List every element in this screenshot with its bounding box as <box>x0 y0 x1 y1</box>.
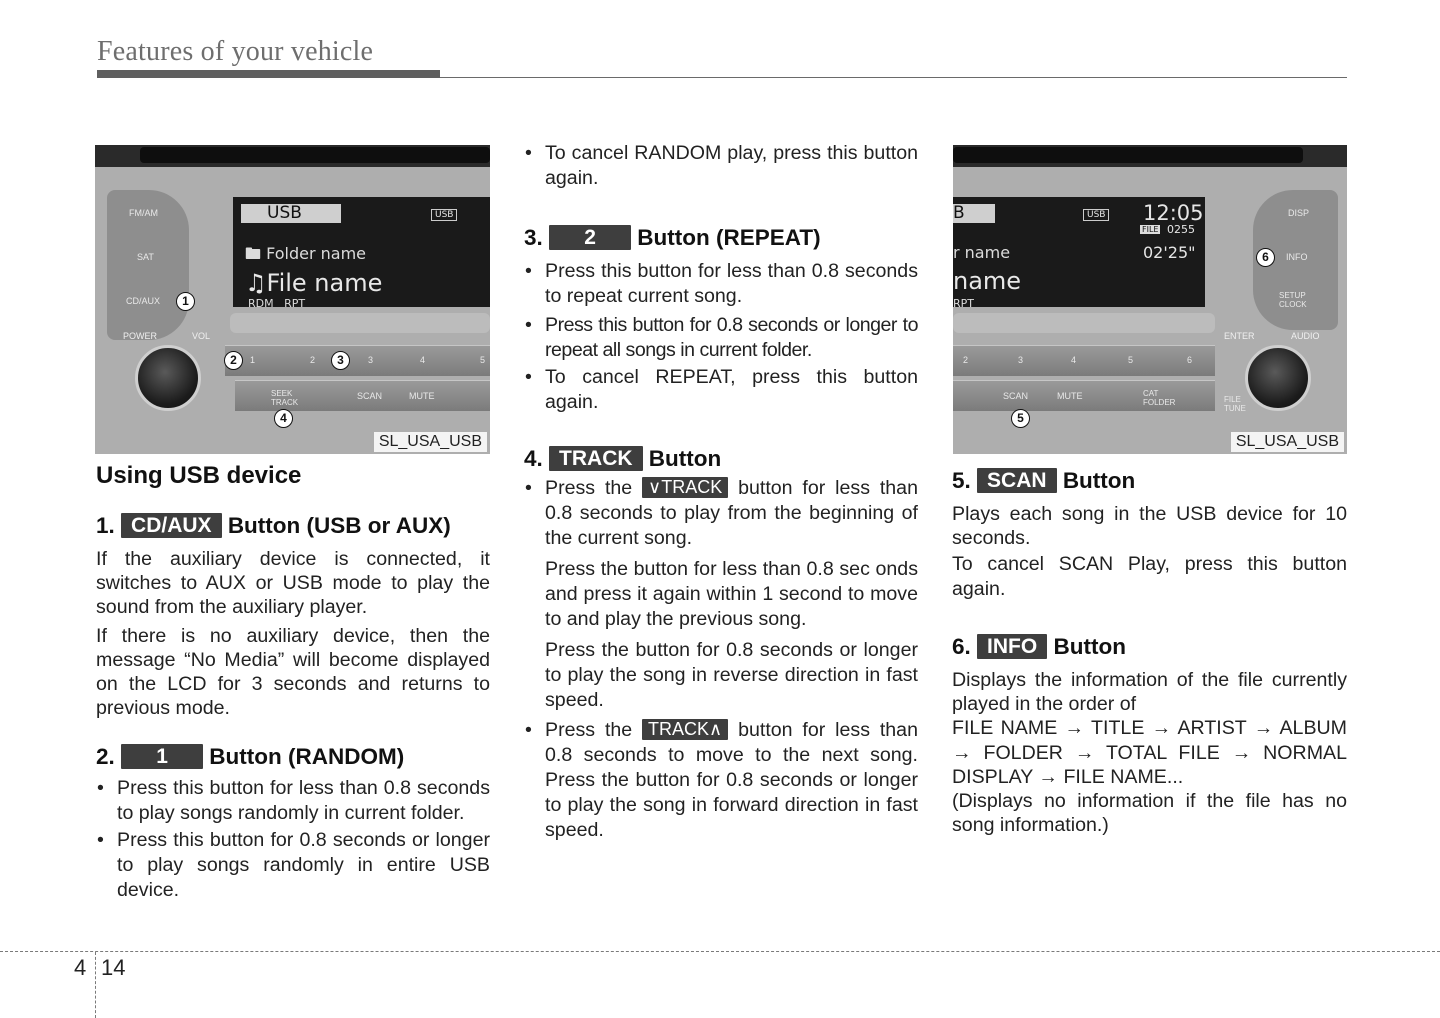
footer-chapter-number: 4 <box>74 955 87 980</box>
lcd-file-badge: FILE <box>1142 225 1159 234</box>
callout-3: 3 <box>331 351 350 370</box>
cdaux-description <box>96 547 490 720</box>
cdaux-badge: CD/AUX <box>121 513 222 538</box>
lcd-file-count: 0255 <box>1167 223 1195 236</box>
preset-key-5: 5 <box>480 355 486 365</box>
inline-text: Press the <box>545 477 633 499</box>
track-bullets <box>524 476 918 843</box>
paragraph: If the auxiliary device is connected, it switches to AUX or USB mode to play the sound from the auxiliary player. <box>96 548 490 619</box>
seek-track-label: SEEK TRACK <box>271 389 299 407</box>
folder-icon: 🖿 <box>245 244 262 263</box>
volume-knob <box>135 345 201 411</box>
sat-button-label: SAT <box>137 252 154 262</box>
heading-number: 4. <box>524 446 543 471</box>
vol-label: VOL <box>192 331 211 341</box>
heading-number: 3. <box>524 225 543 250</box>
heading-text: Button <box>1053 634 1126 659</box>
paragraph: Plays each song in the USB device for 10 seconds. <box>952 503 1347 550</box>
callout-2: 2 <box>224 351 243 370</box>
heading-text: Button (RANDOM) <box>209 744 405 769</box>
bullet-item: • Press this button for 0.8 seconds or longer to repeat all songs in current folder. <box>524 313 918 363</box>
inline-text: button for less than 0.8 seconds to move to the next song. Press the button for 0.8 seconds or longer to play the song in forward direction in fast speed. <box>545 719 918 841</box>
heading-text: Button <box>1062 468 1136 493</box>
cat-folder-label: CAT FOLDER <box>1143 389 1176 407</box>
track-up-badge: TRACK∧ <box>642 719 728 740</box>
disp-button-label: DISP <box>1288 208 1310 218</box>
track-badge: TRACK <box>549 446 643 471</box>
file-tune-label: FILE TUNE <box>1224 395 1246 413</box>
info-heading <box>952 634 1126 660</box>
mute-label: MUTE <box>409 391 435 401</box>
tune-knob <box>1245 345 1311 411</box>
heading-number: 6. <box>952 634 971 659</box>
lcd-status-text-right: RPT <box>953 297 974 310</box>
callout-4: 4 <box>274 409 293 428</box>
image-caption-left: SL_USA_USB <box>374 432 487 452</box>
info-description <box>952 668 1347 837</box>
lcd-file-text: File name <box>266 269 383 297</box>
cdaux-button-label: CD/AUX <box>126 296 161 306</box>
paragraph: Displays the information of the file currently played in the order of <box>952 669 1347 716</box>
page-header-title: Features of your vehicle <box>97 36 374 67</box>
repeat-heading <box>524 225 821 251</box>
footer-page-number: 14 <box>101 955 126 980</box>
scan-badge: SCAN <box>977 468 1057 493</box>
paragraph: If there is no auxiliary device, then the message “No Media” will become displayed on the LCD for 3 seconds and returns to previous mode. <box>96 624 490 720</box>
bullet-item <box>524 476 918 713</box>
preset-key-r5: 5 <box>1128 355 1134 365</box>
bullet-item: • To cancel REPEAT, press this button again. <box>524 365 918 415</box>
preset-key-r4: 4 <box>1071 355 1077 365</box>
scan-heading <box>952 468 1135 494</box>
track-heading <box>524 446 721 472</box>
preset-key-2: 2 <box>310 355 316 365</box>
preset-key-r6: 6 <box>1187 355 1193 365</box>
lcd-status-text: RDM RPT <box>248 297 306 310</box>
preset-key-3: 3 <box>368 355 374 365</box>
footer-vertical-dashed-rule <box>95 952 96 1018</box>
scan-label: SCAN <box>357 391 383 401</box>
repeat-bullets <box>524 259 918 415</box>
callout-1: 1 <box>176 292 195 311</box>
paragraph: (Displays no information if the file has no song information.) <box>952 790 1347 837</box>
inline-text: button for less than 0.8 seconds to play from the beginning of the current song. <box>545 477 918 549</box>
callout-6: 6 <box>1256 248 1275 267</box>
bullet-item <box>524 718 918 843</box>
sub-paragraph: Press the button for 0.8 seconds or longer to play the song in reverse direction in fast speed. <box>545 639 918 711</box>
info-badge: INFO <box>977 634 1047 659</box>
button-2-badge: 2 <box>549 225 631 250</box>
preset-key-4: 4 <box>420 355 426 365</box>
lcd-mode-label-right: B <box>953 204 995 223</box>
inline-text: Press the <box>545 719 633 741</box>
lcd-folder-text: Folder name <box>266 244 367 263</box>
random-heading <box>96 744 404 770</box>
heading-text: Button <box>648 446 722 471</box>
heading-text: Button (REPEAT) <box>637 225 821 250</box>
callout-5: 5 <box>1011 409 1030 428</box>
radio-image-left <box>95 145 490 454</box>
footer-dashed-rule <box>0 951 1440 952</box>
bullet-item: • To cancel RANDOM play, press this button again. <box>524 141 918 191</box>
random-bullets <box>96 776 490 903</box>
heading-text: Button (USB or AUX) <box>227 513 451 538</box>
preset-key-r3: 3 <box>1018 355 1024 365</box>
lcd-usb-badge-right: USB <box>1083 209 1109 221</box>
heading-number: 1. <box>96 513 115 538</box>
enter-label: ENTER <box>1224 331 1255 341</box>
audio-label: AUDIO <box>1291 331 1320 341</box>
paragraph: FILE NAME → TITLE → ARTIST → ALBUM → FOLDER → TOTAL FILE → NORMAL DISPLAY → FILE NAME... <box>952 717 1347 788</box>
section-title: Using USB device <box>96 462 302 489</box>
sub-paragraph: Press the button for less than 0.8 sec onds and press it again within 1 second to move to and play the previous song. <box>545 558 918 630</box>
info-button-label: INFO <box>1286 252 1308 262</box>
header-rule <box>440 77 1347 78</box>
track-down-badge: ∨TRACK <box>642 477 728 498</box>
radio-image-right <box>953 145 1347 454</box>
bullet-item: • Press this button for less than 0.8 seconds to repeat current song. <box>524 259 918 309</box>
setup-clock-label: SETUP CLOCK <box>1279 291 1307 309</box>
paragraph: To cancel SCAN Play, press this button again. <box>952 553 1347 600</box>
scan-label-right: SCAN <box>1003 391 1029 401</box>
preset-key-r2: 2 <box>963 355 969 365</box>
lcd-usb-badge: USB <box>431 209 457 221</box>
bullet-item: • Press this button for 0.8 seconds or longer to play songs randomly in entire USB device. <box>96 828 490 903</box>
bullet-item: • Press this button for less than 0.8 seconds to play songs randomly in current folder. <box>96 776 490 826</box>
lcd-folder-text-right: r name <box>953 243 1011 262</box>
fmam-button-label: FM/AM <box>129 208 158 218</box>
mute-label-right: MUTE <box>1057 391 1083 401</box>
preset-key-1: 1 <box>250 355 256 365</box>
heading-number: 2. <box>96 744 115 769</box>
lcd-time: 12:05 <box>1143 201 1204 225</box>
power-label: POWER <box>123 331 158 341</box>
music-note-icon: ♫ <box>245 269 267 297</box>
image-caption-right: SL_USA_USB <box>1231 432 1344 452</box>
lcd-elapsed-time: 02'25" <box>1143 243 1196 262</box>
heading-number: 5. <box>952 468 971 493</box>
cancel-random-bullet <box>524 141 918 191</box>
button-1-badge: 1 <box>121 744 203 769</box>
cdaux-heading <box>96 513 451 539</box>
lcd-file-text-right: name <box>953 267 1022 295</box>
lcd-mode-label: USB <box>241 204 341 223</box>
scan-description <box>952 502 1347 601</box>
header-accent-bar <box>97 70 440 78</box>
